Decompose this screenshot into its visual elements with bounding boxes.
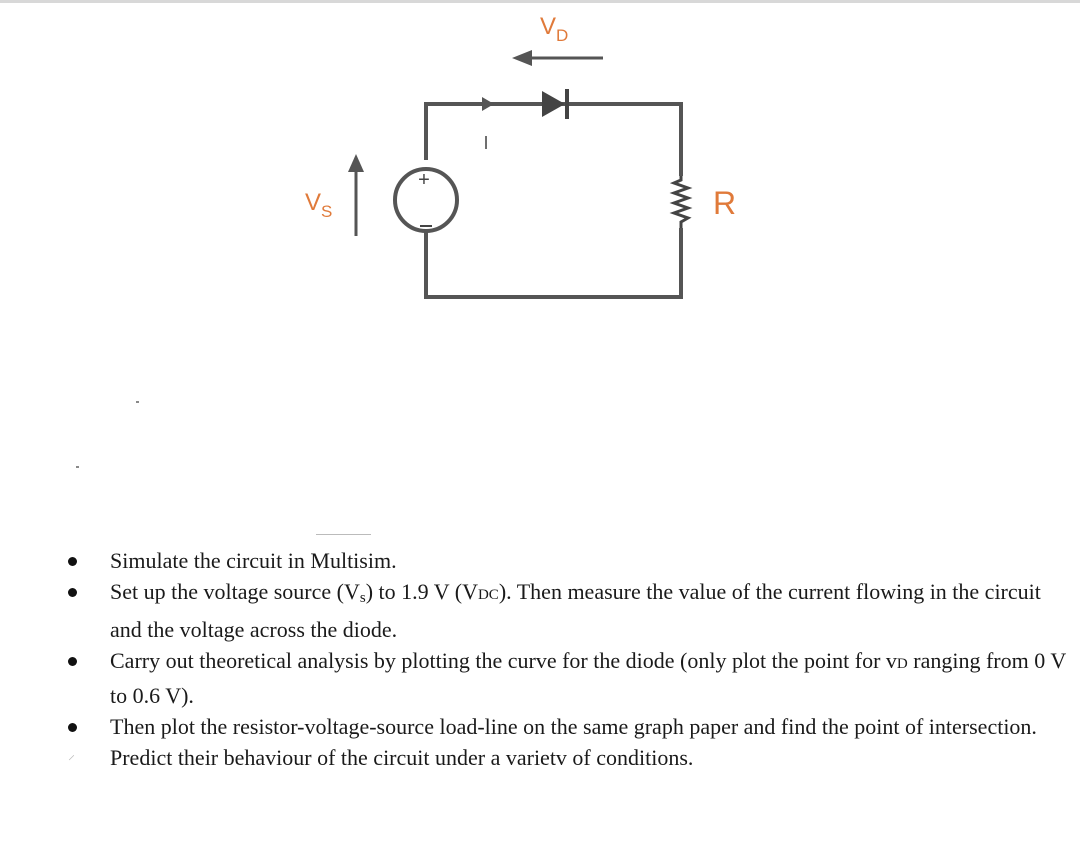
r-label: R bbox=[713, 185, 737, 221]
task-item: Simulate the circuit in Multisim. bbox=[60, 545, 1075, 576]
bullet-icon bbox=[68, 588, 77, 597]
stray-mark bbox=[76, 466, 79, 468]
task-item: Set up the voltage source $(V_s)$ to 1.9 V (VDC). Then measure the value of the current flowing in the circuit and the voltage across the diode. bbox=[60, 576, 1075, 645]
vd-arrow bbox=[512, 50, 603, 66]
vs-label: $V_S$ bbox=[305, 189, 333, 221]
svg-text:+: + bbox=[418, 169, 430, 191]
diode-symbol bbox=[542, 89, 567, 119]
bullet-icon bbox=[68, 657, 77, 666]
faint-bullet-icon: ⸍ bbox=[68, 754, 75, 769]
task-item: ⸍ Predict their behaviour of the circuit under a varietv of conditions. bbox=[60, 742, 1075, 773]
bullet-icon bbox=[68, 723, 77, 732]
current-label: I bbox=[483, 133, 489, 153]
bottom-wire bbox=[426, 228, 681, 297]
task-item: Then plot the resistor-voltage-source load-line on the same graph paper and find the point of intersection. bbox=[60, 711, 1075, 742]
task-item: Carry out theoretical analysis by plotting the curve for the diode (only plot the point for vD ranging from 0 V to 0.6 V). bbox=[60, 645, 1075, 711]
voltage-source-symbol bbox=[395, 169, 457, 231]
vd-label: $V_D$ bbox=[540, 13, 569, 45]
resistor-symbol bbox=[674, 176, 688, 228]
circuit-wires bbox=[426, 104, 681, 297]
bullet-icon bbox=[68, 557, 77, 566]
stray-mark bbox=[316, 534, 371, 535]
vs-arrow bbox=[348, 154, 364, 236]
top-wire bbox=[426, 104, 681, 176]
current-arrow bbox=[482, 97, 494, 111]
task-list bbox=[60, 545, 1075, 773]
stray-mark bbox=[136, 401, 139, 403]
